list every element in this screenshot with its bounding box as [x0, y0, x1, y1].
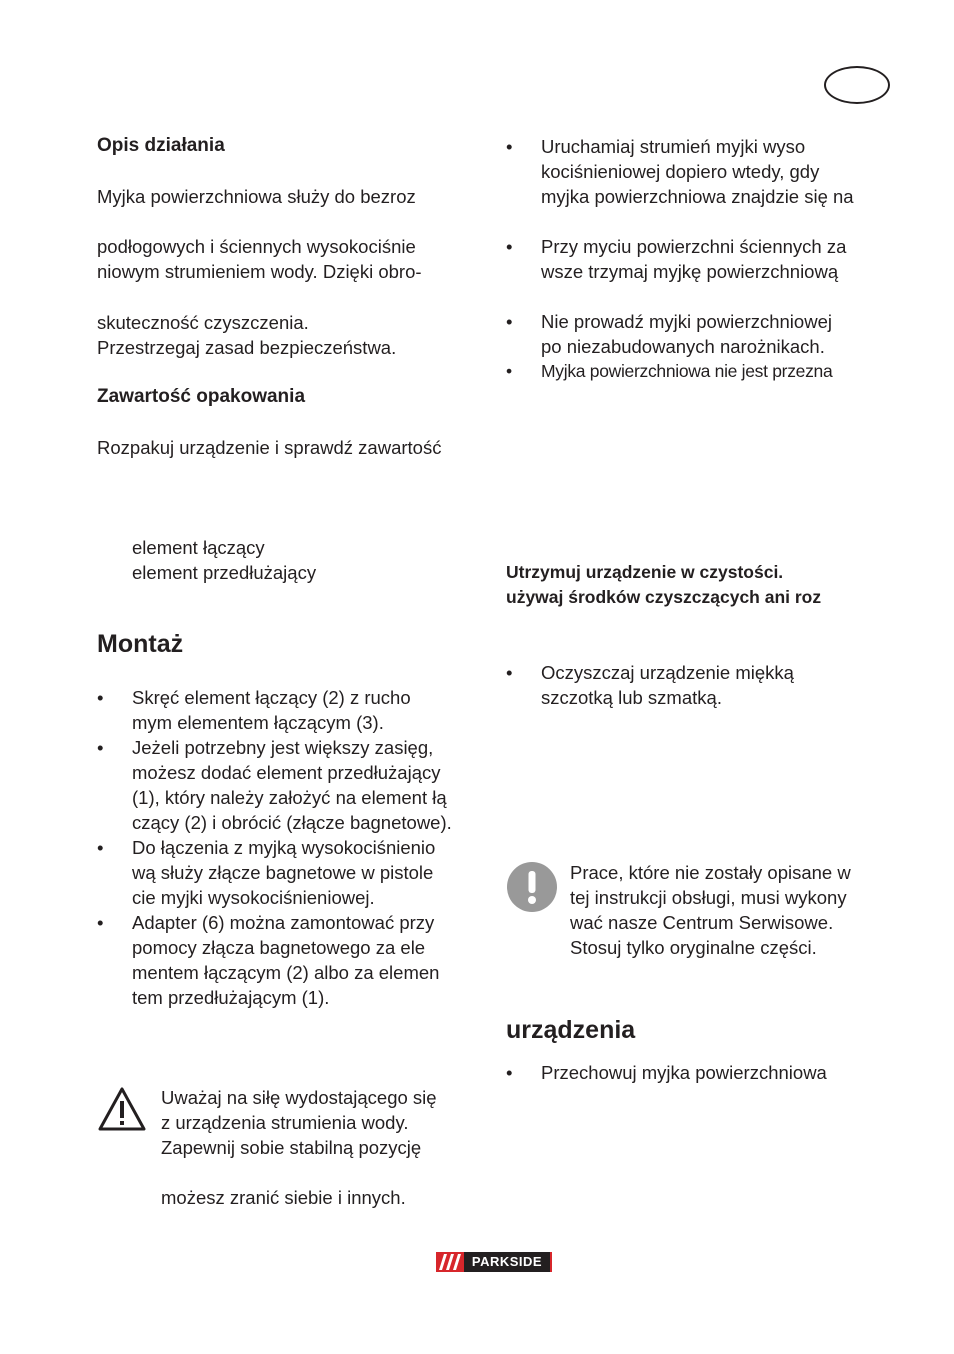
zawartosc-paragraph: Rozpakuj urządzenie i sprawdź zawartość	[97, 437, 442, 458]
logo-stripes-icon	[438, 1252, 464, 1272]
bullet-icon: •	[506, 236, 513, 257]
opis-paragraph-3: skuteczność czyszczenia. Przestrzegaj zasad bezpieczeństwa.	[97, 312, 397, 358]
bullet-icon: •	[97, 912, 104, 933]
list-item: • Adapter (6) można zamontować przy pomocy złącza bagnetowego za ele mentem łączącym (2) albo za elemen tem przedłużającym (1).	[97, 912, 440, 1008]
cleaning-notice: Utrzymuj urządzenie w czystości. używaj środków czyszczących ani roz	[506, 562, 822, 607]
exclamation-circle-icon	[507, 862, 557, 912]
list-item: • Myjka powierzchniowa nie jest przezna	[506, 359, 906, 384]
safety-bullets	[506, 134, 906, 384]
list-item: • Nie prowadź myjki powierzchniowej po niezabudowanych narożnikach.	[506, 311, 832, 357]
warning-triangle-icon	[97, 1086, 147, 1132]
list-item: element łączący	[132, 537, 265, 558]
list-item: • Jeżeli potrzebny jest większy zasięg, możesz dodać element przedłużający (1), który należy założyć na element łą czący (2) i obrócić (złącze bagnetowe).	[97, 737, 452, 833]
opis-paragraph-2: podłogowych i ściennych wysokociśnie niowym strumieniem wody. Dzięki obro-	[97, 236, 422, 282]
bullet-icon: •	[506, 311, 513, 332]
list-item: • Uruchamiaj strumień myjki wyso kociśnieniowej dopiero wtedy, gdy myjka powierzchniowa znajdzie się na	[506, 136, 854, 207]
bullet-icon: •	[506, 136, 513, 157]
list-item: • Do łączenia z myjką wysokociśnienio wą służy złącze bagnetowe w pistole cie myjki wysokociśnieniowej.	[97, 837, 436, 908]
section-heading-montaz: Montaż	[97, 630, 184, 658]
list-item: • Przechowuj myjka powierzchniowa	[506, 1062, 827, 1083]
cleaning-bullet	[506, 660, 906, 710]
service-note: Prace, które nie zostały opisane w tej instrukcji obsługi, musi wykony wać nasze Centrum Serwisowe. Stosuj tylko oryginalne części.	[570, 862, 851, 958]
section-heading-storage: urządzenia	[506, 1016, 636, 1044]
list-item: • Oczyszczaj urządzenie miękką szczotką lub szmatką.	[506, 662, 794, 708]
bullet-icon: •	[97, 687, 104, 708]
warning-text-last: możesz zranić siebie i innych.	[161, 1187, 406, 1208]
bullet-icon: •	[97, 737, 104, 758]
bullet-icon: •	[506, 1062, 513, 1083]
logo-brand-text: PARKSIDE	[464, 1252, 550, 1272]
list-item: • Skręć element łączący (2) z rucho mym elementem łączącym (3).	[97, 687, 411, 733]
parkside-logo	[436, 1252, 552, 1272]
montaz-bullet-list	[97, 685, 477, 1010]
section-heading-zawartosc: Zawartość opakowania	[97, 386, 306, 407]
list-item: element przedłużający	[132, 562, 317, 583]
storage-bullet	[506, 1060, 906, 1085]
bullet-icon: •	[97, 837, 104, 858]
bullet-icon: •	[506, 662, 513, 683]
opis-paragraph-1: Myjka powierzchniowa służy do bezroz	[97, 186, 416, 207]
package-contents-list	[132, 535, 316, 585]
bullet-icon: •	[506, 361, 512, 381]
list-item: • Przy myciu powierzchni ściennych za wsze trzymaj myjkę powierzchniową	[506, 236, 847, 282]
language-badge	[824, 66, 890, 104]
warning-text: Uważaj na siłę wydostającego się z urządzenia strumienia wody. Zapewnij sobie stabilną pozycję	[161, 1087, 437, 1158]
section-heading-opis: Opis działania	[97, 135, 225, 156]
